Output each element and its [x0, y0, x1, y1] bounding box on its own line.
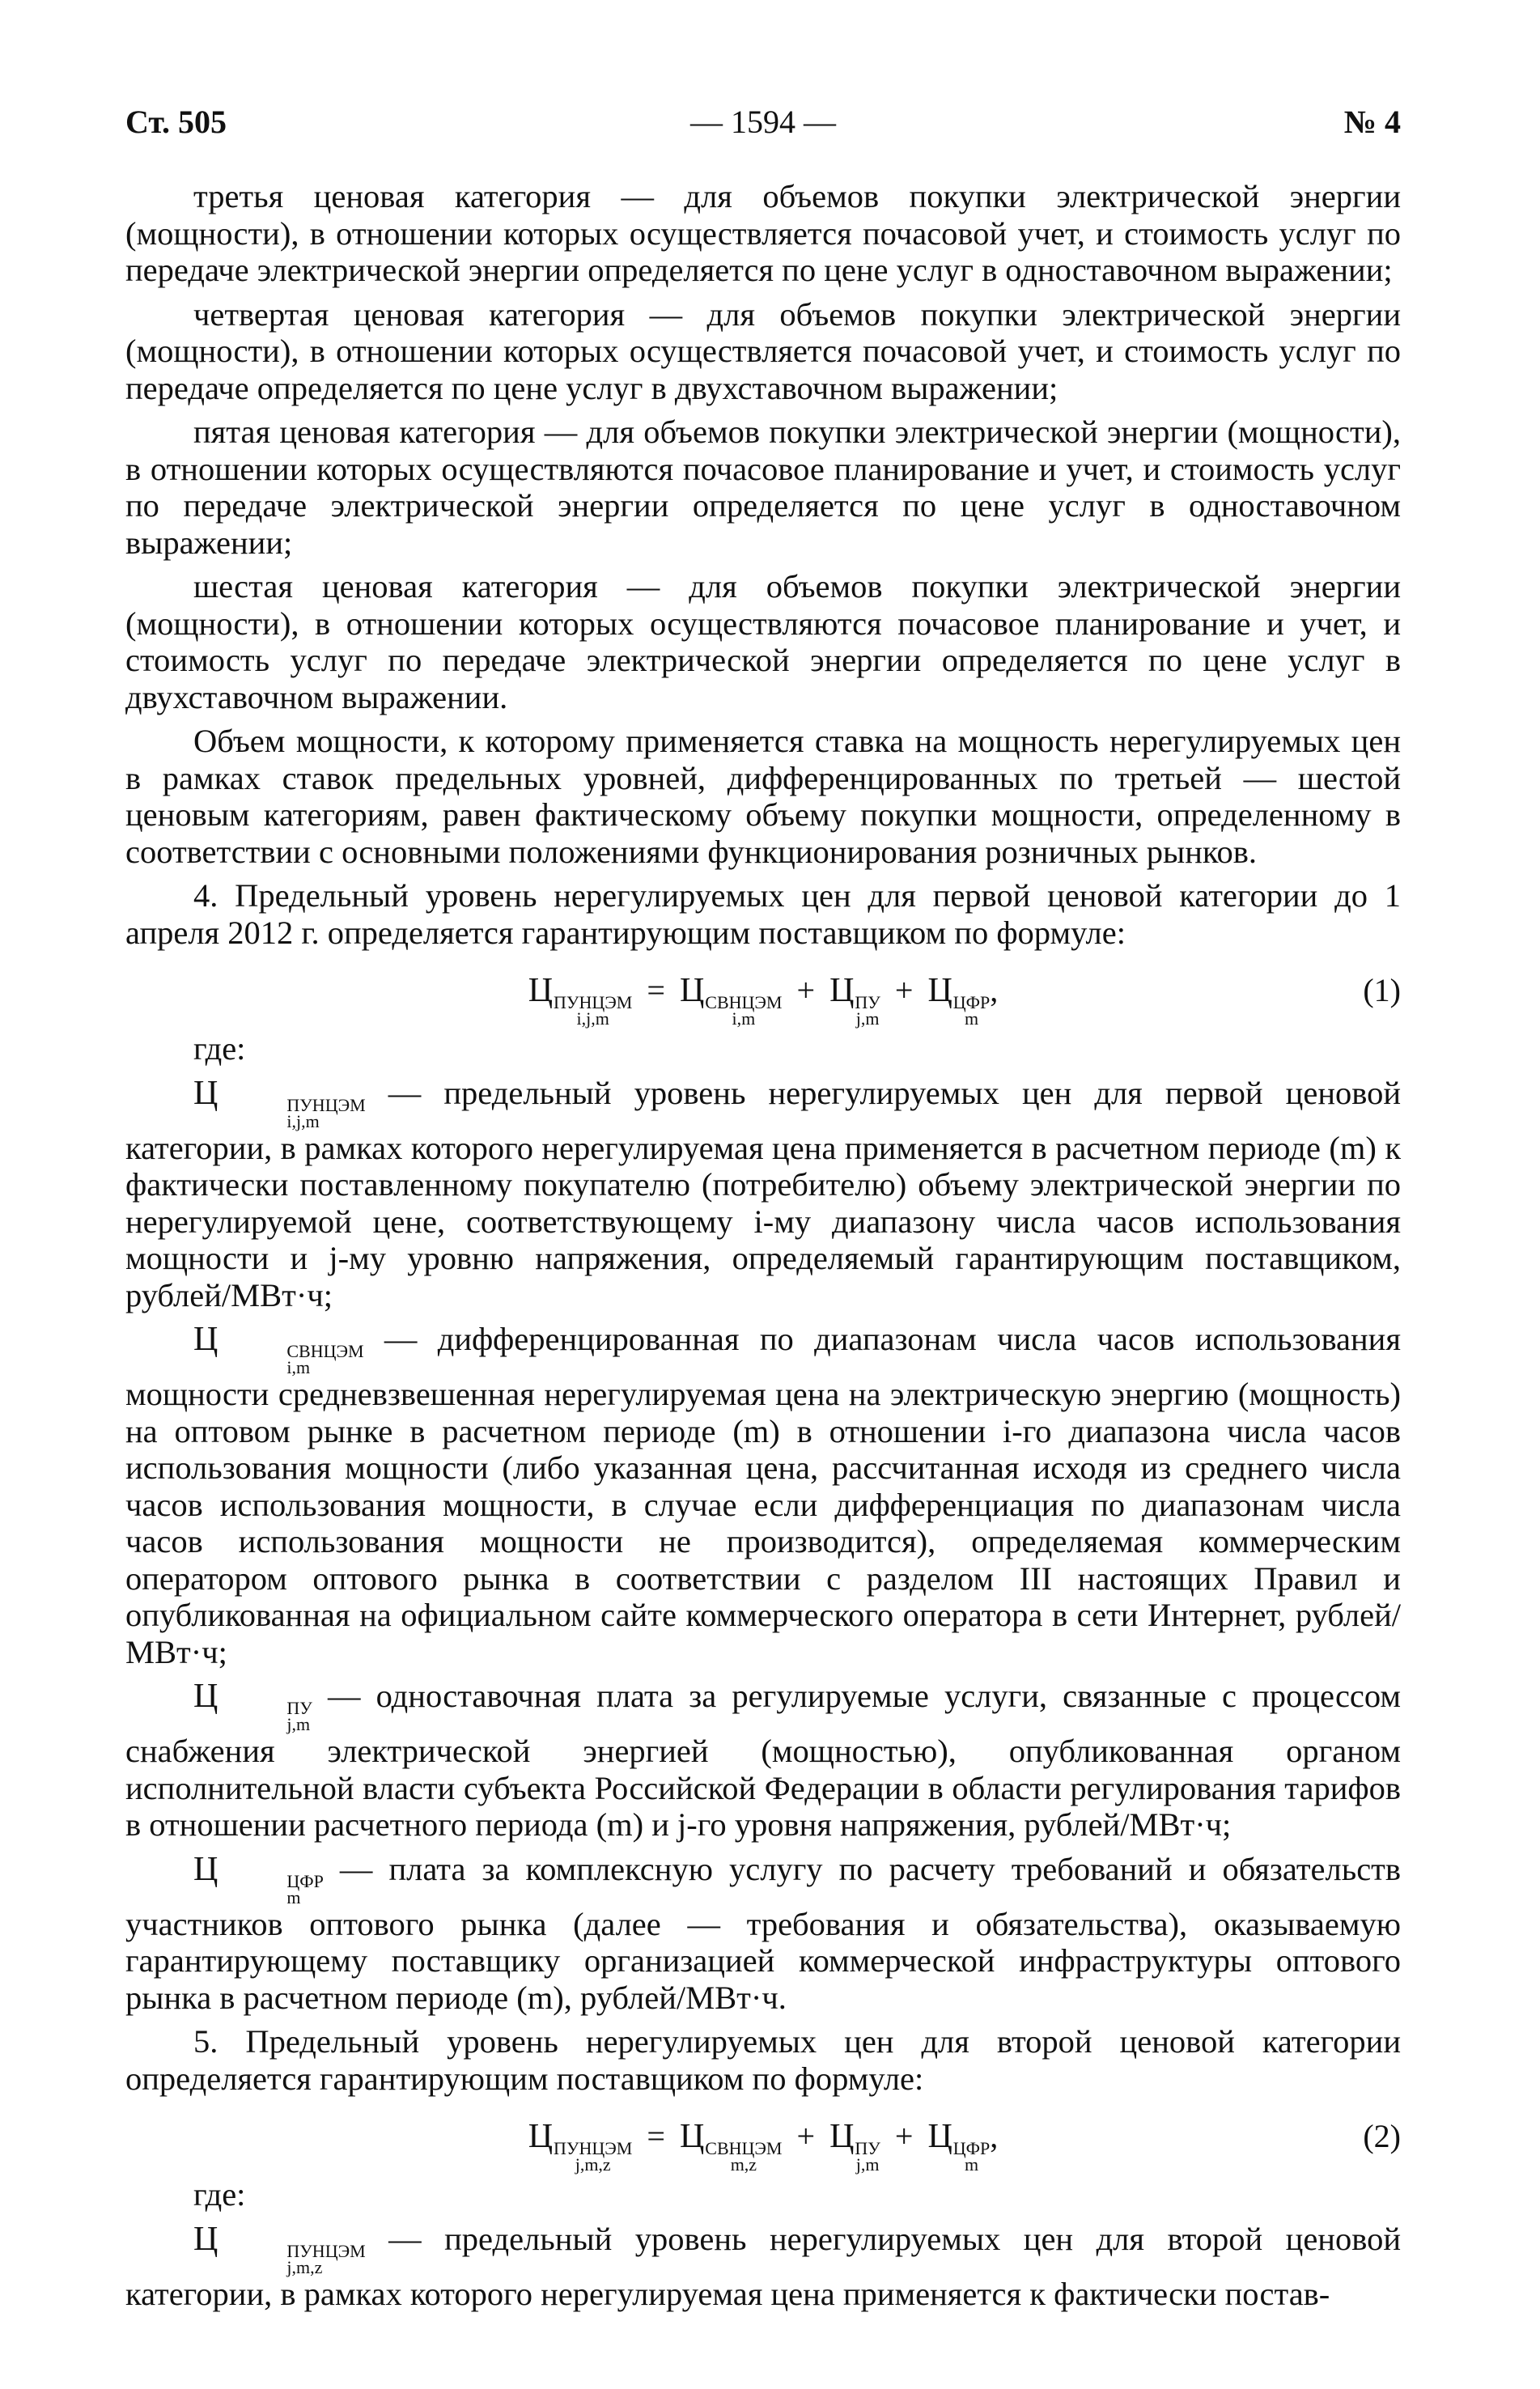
formula-comma: , [990, 2118, 999, 2154]
paragraph-capacity-volume: Объем мощности, к которому применяется ставка на мощность нерегулируемых цен в рамках ставок предельных уровней, дифференцированных по третьей — шестой ценовым категориям, равен фактическому объему покупки мощности, определенному в соответствии с основными положениями функционирования розничных рынков. [125, 723, 1401, 870]
definition-c-svnc-text: — дифференцированная по диапазонам числа часов использования мощности средневзвешенная нерегулируемая цена на электрическую энергию (мощность) на оптовом рынке в расчетном периоде (m) в отношении i-го диапазона числа часов использования мощности (либо указанная цена, рассчитанная исходя из среднего числа часов использования мощности, в случае если дифференциация по диапазонам числа часов использования мощности не производится), определяемая коммерческим оператором оптового рынка в соответствии с разделом III настоящих Правил и опубликованная на официальном сайте коммерческого оператора в сети Интернет, рублей/МВт·ч; [125, 1321, 1401, 1670]
definition-c-punc-second-text: — предельный уровень нерегулируемых цен для второй ценовой категории, в рамках которого нерегулируемая цена применяется к фактически постав- [125, 2220, 1401, 2312]
definition-c-cfr [125, 1851, 1401, 2017]
plus-sign: + [894, 2118, 914, 2154]
symbol-c-pu-jm: Ц ПУ j,m [193, 1678, 312, 1734]
symbol-c-punc-jmz: Ц ПУНЦЭМ j,m,z [193, 2220, 366, 2277]
symbol-c-svnc-mz: Ц СВНЦЭМ m,z [679, 2118, 783, 2175]
symbol-c-cfr-m: Ц ЦФР m [193, 1850, 324, 1907]
paragraph-fifth-category: пятая ценовая категория — для объемов покупки электрической энергии (мощности), в отношении которых осуществляются почасовое планирование и учет, и стоимость услуг по передаче электрической энергии определяется по цене услуг в одноставочном выражении; [125, 414, 1401, 561]
plus-sign: + [796, 2118, 816, 2154]
symbol-c-svnc-im: Ц СВНЦЭМ i,m [679, 972, 783, 1029]
formula-2 [125, 2113, 1401, 2175]
paragraph-clause-4: 4. Предельный уровень нерегулируемых цен для первой ценовой категории до 1 апреля 2012 г. определяется гарантирующим поставщиком по формуле: [125, 877, 1401, 951]
page-number: — 1594 — [690, 104, 836, 140]
definition-c-punc-second [125, 2221, 1401, 2313]
definition-c-cfr-text: — плата за комплексную услугу по расчету требований и обязательств участников оптового рынка (далее — требования и обязательства), оказываемую гарантирующему поставщику организацией коммерческой инфраструктуры оптового рынка в расчетном периоде (m), рублей/МВт·ч. [125, 1850, 1401, 2016]
formula-1 [125, 967, 1401, 1029]
equals-sign: = [647, 972, 665, 1008]
symbol-c-cfr-m: Ц ЦФР m [927, 2118, 991, 2175]
paragraph-fourth-category: четвертая ценовая категория — для объемов покупки электрической энергии (мощности), в отношении которых осуществляется почасовой учет, и стоимость услуг по передаче определяется по цене услуг в двухставочном выражении; [125, 295, 1401, 406]
formula-1-expression [125, 972, 1401, 1027]
definition-c-svnc [125, 1321, 1401, 1670]
equals-sign: = [647, 2118, 665, 2154]
symbol-c-pu-jm: Ц ПУ j,m [829, 2118, 880, 2175]
symbol-c-cfr-m: Ц ЦФР m [927, 972, 991, 1029]
formula-2-number: (2) [1363, 2118, 1401, 2154]
paragraph-sixth-category: шестая ценовая категория — для объемов покупки электрической энергии (мощности), в отношении которых осуществляются почасовое планирование и учет, и стоимость услуг по передаче электрической энергии определяется по цене услуг в двухставочном выражении. [125, 568, 1401, 715]
formula-1-number: (1) [1363, 972, 1401, 1008]
symbol-c-punc-ijm: Ц ПУНЦЭМ i,j,m [193, 1074, 366, 1131]
definition-c-pu [125, 1678, 1401, 1844]
formula-comma: , [990, 972, 999, 1008]
definition-c-pu-text: — одноставочная плата за регулируемые услуги, связанные с процессом снабжения электрической энергией (мощностью), опубликованная органом исполнительной власти субъекта Российской Федерации в области регулирования тарифов в отношении расчетного периода (m) и j-го уровня напряжения, рублей/МВт·ч; [125, 1678, 1402, 1843]
definition-c-punc [125, 1075, 1401, 1314]
paragraph-clause-5: 5. Предельный уровень нерегулируемых цен для второй ценовой категории определяется гарантирующим поставщиком по формуле: [125, 2023, 1401, 2097]
symbol-c-svnc-im: Ц СВНЦЭМ i,m [193, 1321, 364, 1377]
definition-c-punc-text: — предельный уровень нерегулируемых цен для первой ценовой категории, в рамках которого нерегулируемая цена применяется в расчетном периоде (m) к фактически поставленному покупателю (потребителю) объему электрической энергии по нерегулируемой цене, соответствующему i-му диапазону числа часов использования мощности и j-му уровню напряжения, определяемый гарантирующим поставщиком, рублей/МВт·ч; [125, 1074, 1402, 1313]
symbol-c-pu-jm: Ц ПУ j,m [829, 972, 880, 1029]
plus-sign: + [796, 972, 816, 1008]
article-number: Ст. 505 [125, 104, 227, 140]
page-header [125, 104, 1401, 149]
symbol-c-punc-jmz: Ц ПУНЦЭМ j,m,z [528, 2118, 633, 2175]
symbol-c-punc-ijm: Ц ПУНЦЭМ i,j,m [528, 972, 633, 1029]
where-label-2: где: [193, 2176, 246, 2213]
paragraph-third-category: третья ценовая категория — для объемов покупки электрической энергии (мощности), в отношении которых осуществляется почасовой учет, и стоимость услуг по передаче электрической энергии определяется по цене услуг в одноставочном выражении; [125, 178, 1401, 288]
formula-2-expression [125, 2118, 1401, 2173]
plus-sign: + [894, 972, 914, 1008]
where-label-1: где: [193, 1030, 246, 1067]
issue-number: № 4 [1343, 104, 1401, 140]
